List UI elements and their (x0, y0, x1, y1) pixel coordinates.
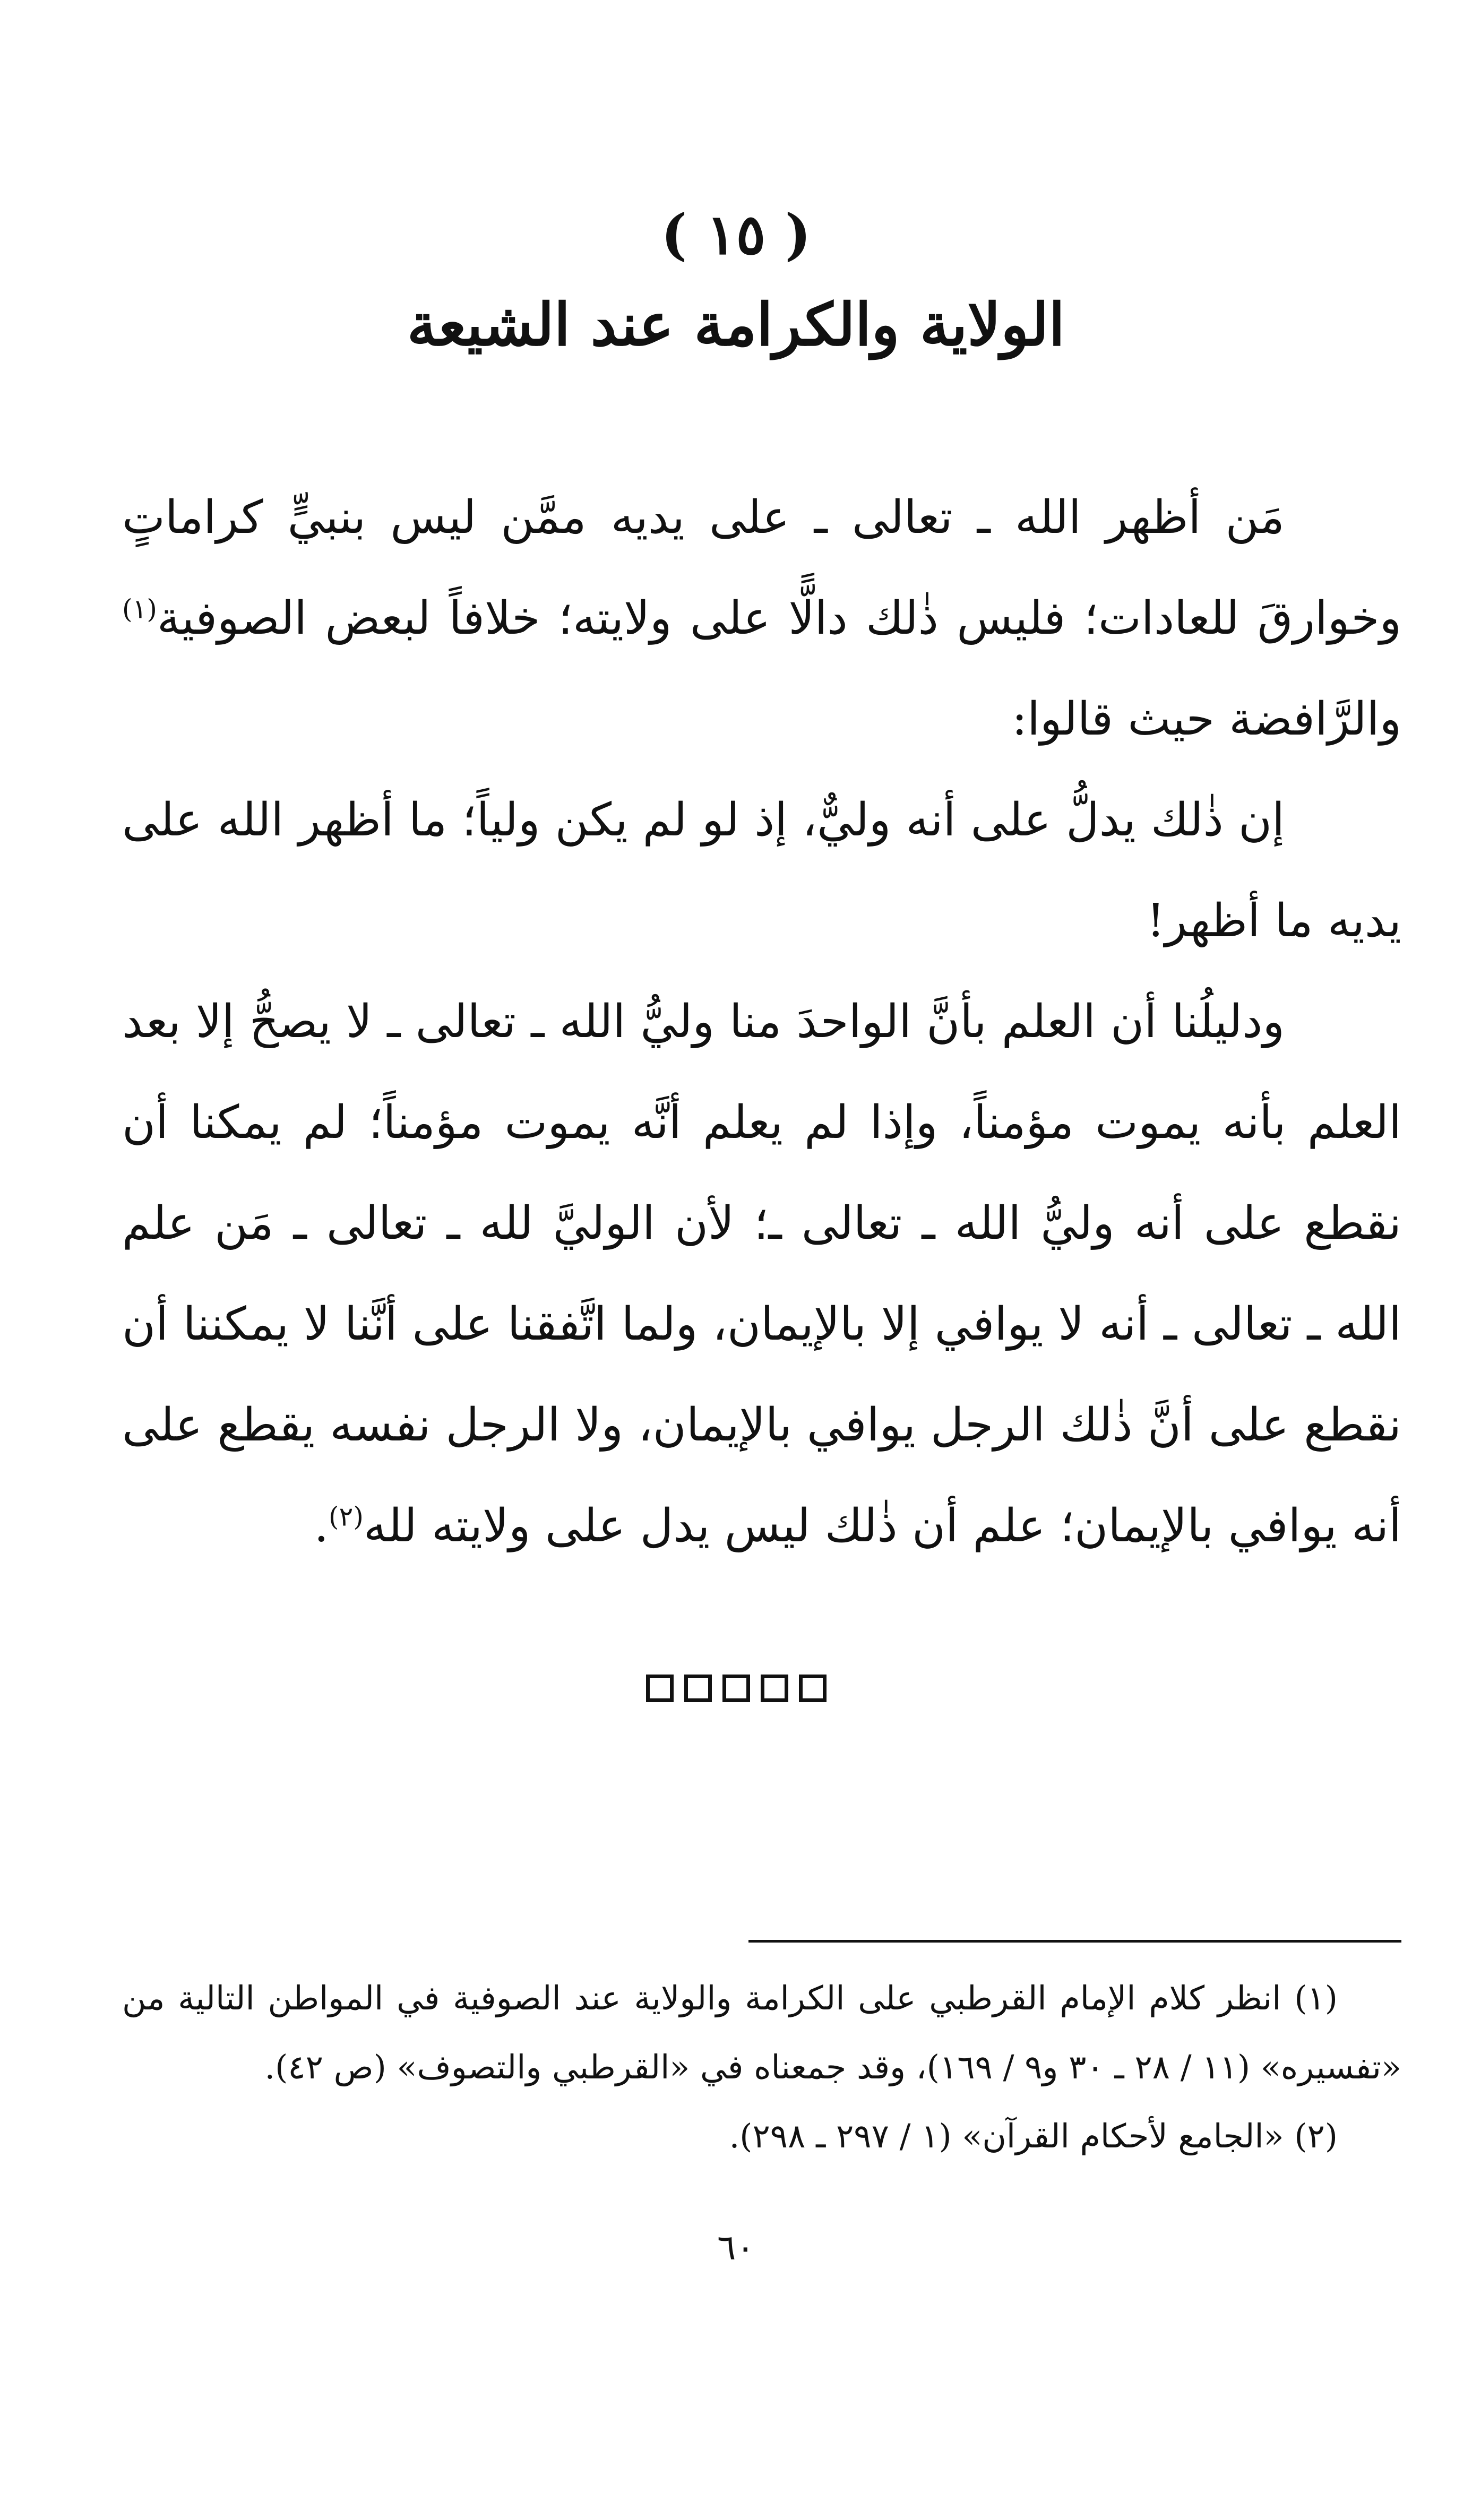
body-text (122, 467, 1401, 1576)
footnote-divider (748, 1940, 1401, 1943)
paragraph-text: . (314, 1499, 329, 1552)
paragraph-text: ودليلُنا أن العلم بأنَّ الواحدَ منا وليُّ الله ـ تعالى ـ لا يصحُّ إلا بعد العلم بأنه يموت مؤمناً، وإذا لم يعلم أنَّه يموت مؤمناً؛ لم يمكنا أن نقطع على أنه وليُّ الله ـ تعالى ـ؛ لأن الوليَّ لله ـ تعالى ـ مَن علم الله ـ تعالى ـ أنه لا يوافي إلا بالإيمان، ولما اتَّفقنا على أنَّنا لا يمكننا أن نقطع على أنَّ ذٰلك الرجل يوافي بالإيمان، ولا الرجل نفسه يقطع على أنه يوافي بالإيمان؛ علم أن ذٰلك ليس يدل على ولايته لله (122, 995, 1401, 1552)
footnote-1: (١) انظر كلام الإمام القرطبي على الكرامة والولاية عند الصوفية في المواطن التالية من «تفسيره» (١١ / ٢٨ ـ ٣٠ و٩ / ١٦٩)، وقد جمعناه في «القرطبي والتصوف» (ص ٤٢). (122, 1979, 1401, 2086)
separator-square (722, 1675, 750, 1702)
paragraph-1 (122, 467, 1401, 770)
separator-square (799, 1675, 827, 1702)
section-separator (0, 1667, 1472, 1709)
footnotes (122, 1964, 1401, 2171)
footnote-reference-1: (١) (122, 593, 157, 625)
paragraph-2: إن ذٰلك يدلُّ على أنه وليٌّ، إذ لو لم يكن ولياً؛ ما أظهر الله على يديه ما أظهر! (122, 793, 1401, 947)
paragraph-3 (122, 971, 1401, 1576)
page-number: ٦٠ (717, 2227, 755, 2268)
chapter-number: ( ١٥ ) (661, 202, 811, 267)
paragraph-text: مَن أظهر الله ـ تعالى ـ على يديه ممَّن ليس بنبيٍّ كراماتٍ وخوارقَ للعادات؛ فليس ذٰلك دالًّا على ولايته؛ خلافاً لبعض الصوفية (122, 491, 1401, 645)
separator-square (646, 1675, 674, 1702)
footnote-2: (٢) «الجامع لأحكام القرآن» (١ / ٢٩٧ ـ ٢٩٨). (729, 2117, 1338, 2155)
chapter-title: الولاية والكرامة عند الشيعة (407, 290, 1065, 359)
separator-square (684, 1675, 712, 1702)
separator-square (761, 1675, 788, 1702)
footnote-reference-2: (٢) (328, 1501, 364, 1532)
paragraph-text: والرَّافضة حيث قالوا: (1012, 693, 1401, 746)
